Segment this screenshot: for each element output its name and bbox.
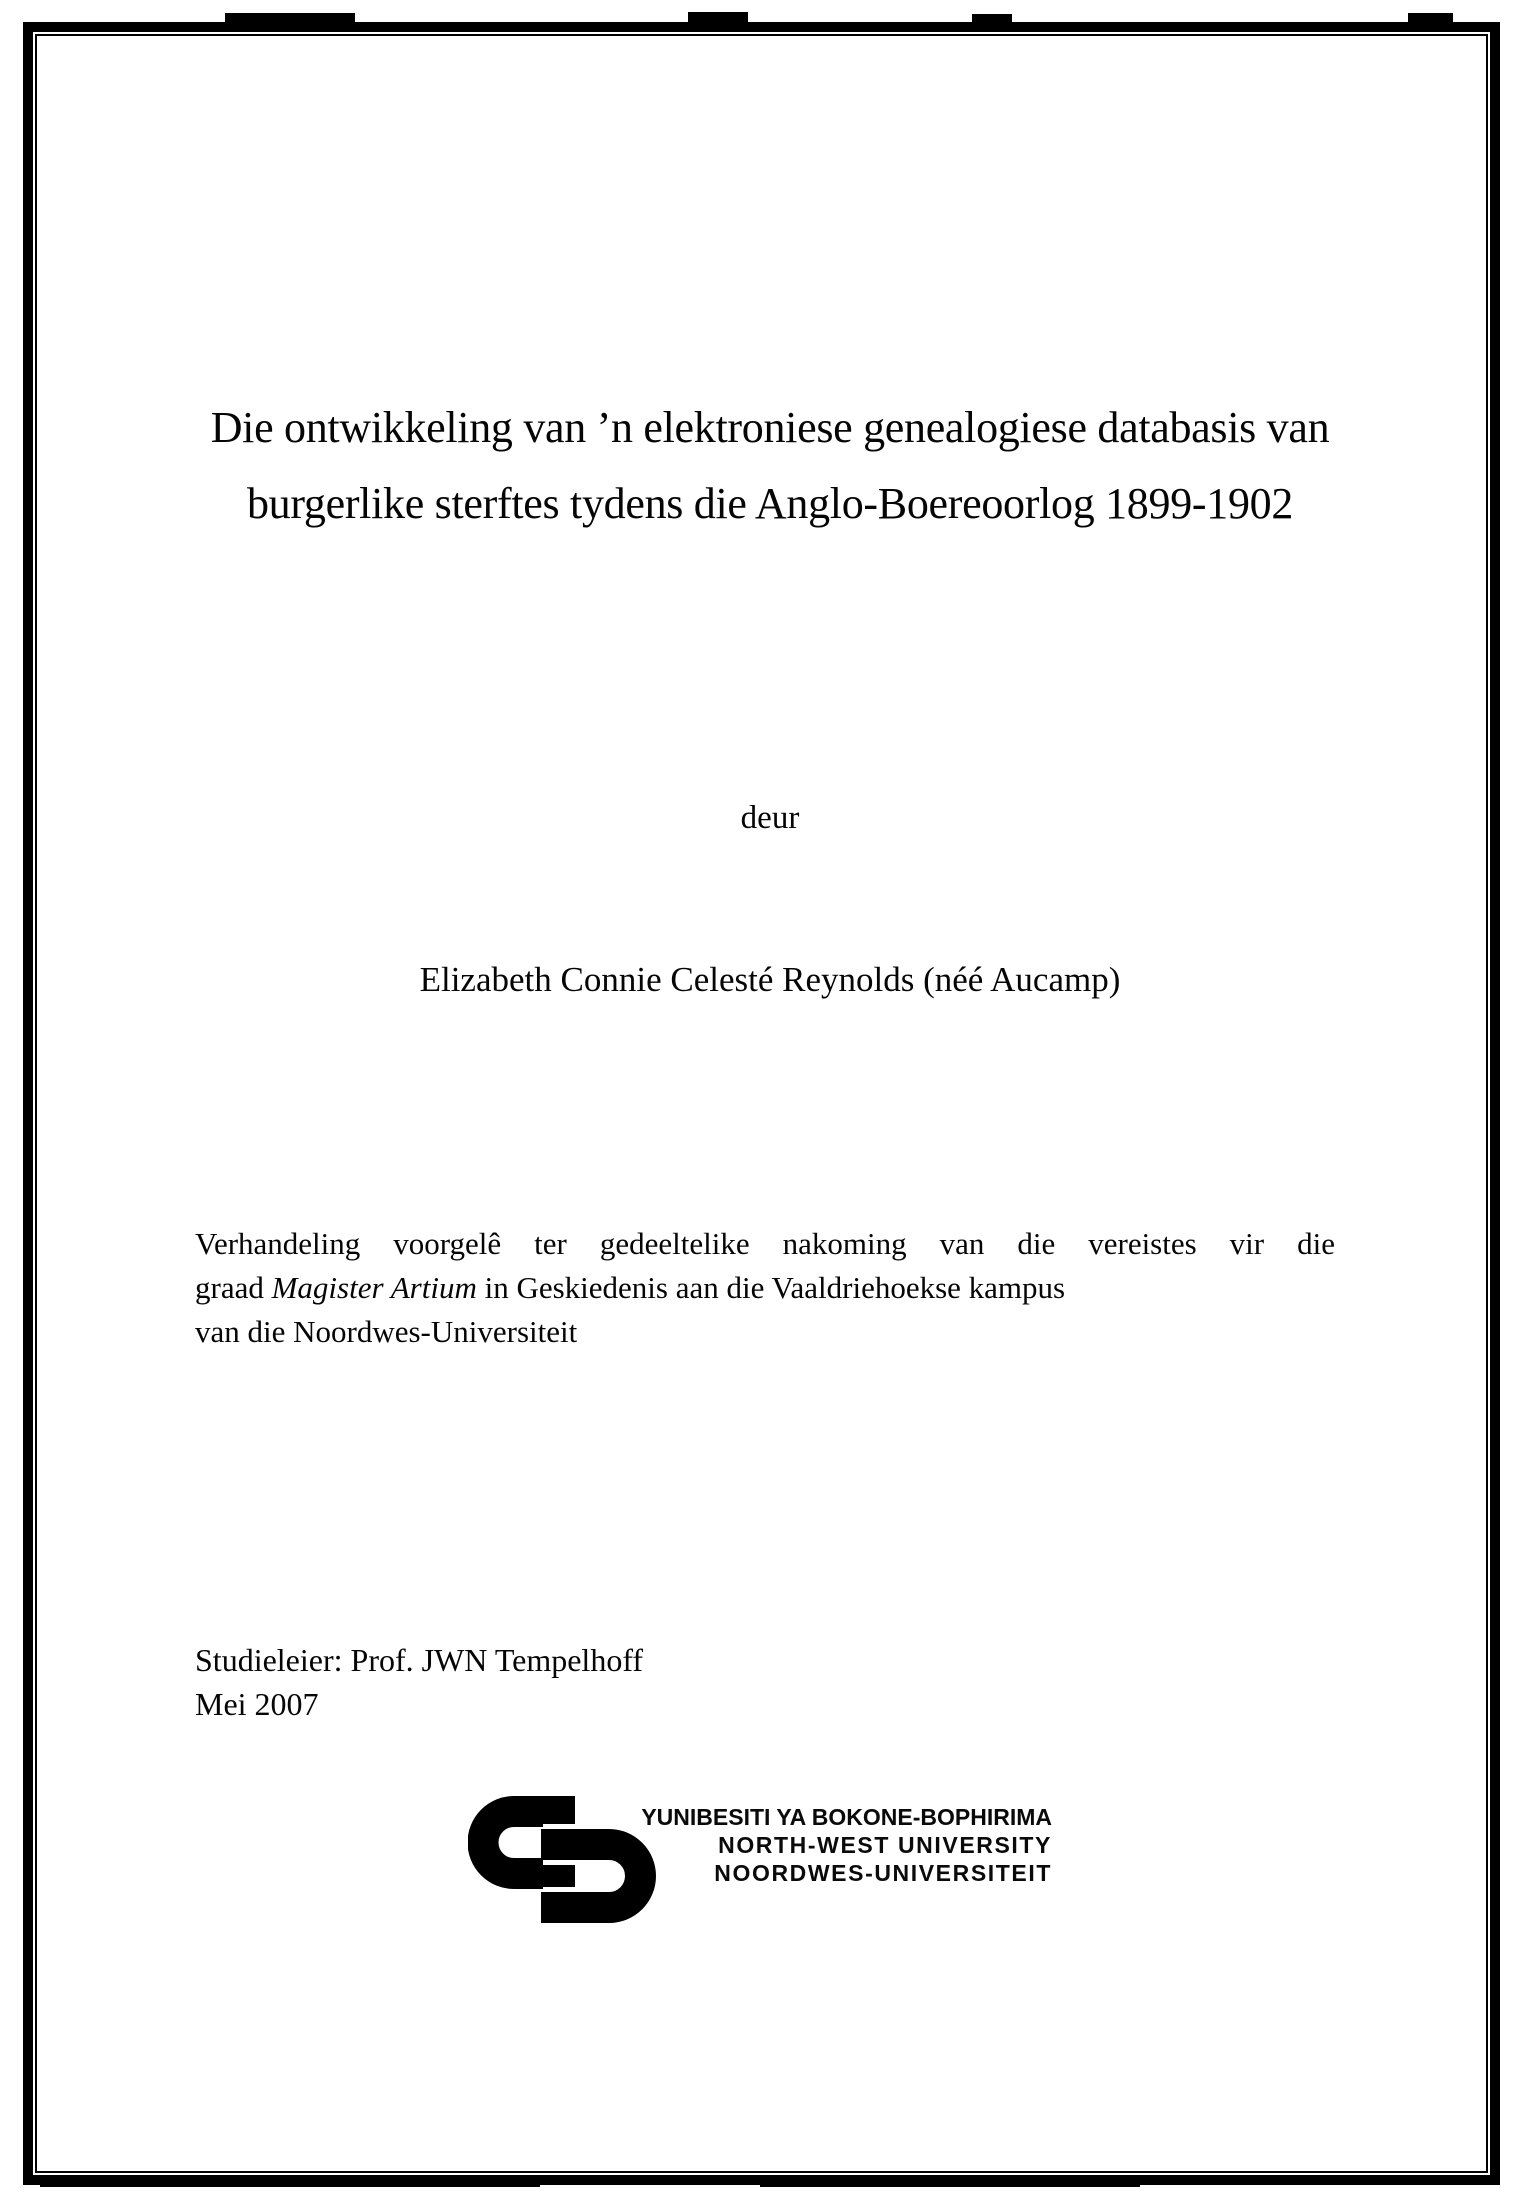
scan-artifact [40, 2176, 540, 2187]
submission-statement [195, 1222, 1335, 1354]
university-logo [468, 1796, 1068, 1936]
scan-artifact [688, 12, 748, 23]
scan-artifact [972, 14, 1012, 23]
submission-statement-line3: van die Noordwes-Universiteit [195, 1314, 578, 1349]
author-name: Elizabeth Connie Celesté Reynolds (néé Aucamp) [419, 960, 1121, 999]
submission-line2-prefix: graad [195, 1270, 272, 1305]
thesis-title-line2: burgerlike sterftes tydens die Anglo-Boereoorlog 1899-1902 [246, 479, 1294, 528]
logo-text-afrikaans: NOORDWES-UNIVERSITEIT [714, 1860, 1052, 1886]
scan-artifact [1408, 13, 1453, 22]
supervisor-line: Studieleier: Prof. JWN Tempelhoff [195, 1642, 644, 1678]
submission-statement-line1: Verhandeling voorgelê ter gedeeltelike nakoming van die vereistes vir die [195, 1226, 1335, 1261]
thesis-title-line1: Die ontwikkeling van ’n elektroniese genealogiese databasis van [210, 403, 1330, 452]
logo-text-english: NORTH-WEST UNIVERSITY [718, 1832, 1052, 1858]
logo-text-setswana: YUNIBESITI YA BOKONE-BOPHIRIMA [641, 1804, 1052, 1830]
submission-statement-line2 [195, 1266, 1335, 1310]
submission-line2-suffix: in Geskiedenis aan die Vaaldriehoekse kampus [476, 1270, 1066, 1305]
supervisor-block [195, 1638, 643, 1726]
date-line: Mei 2007 [195, 1686, 319, 1722]
scan-artifact [760, 2177, 1140, 2187]
byline-label: deur [740, 800, 800, 836]
university-logo-text [580, 1803, 1052, 1887]
thesis-title [190, 390, 1350, 542]
scan-artifact [225, 13, 355, 23]
degree-name-italic: Magister Artium [271, 1270, 477, 1305]
